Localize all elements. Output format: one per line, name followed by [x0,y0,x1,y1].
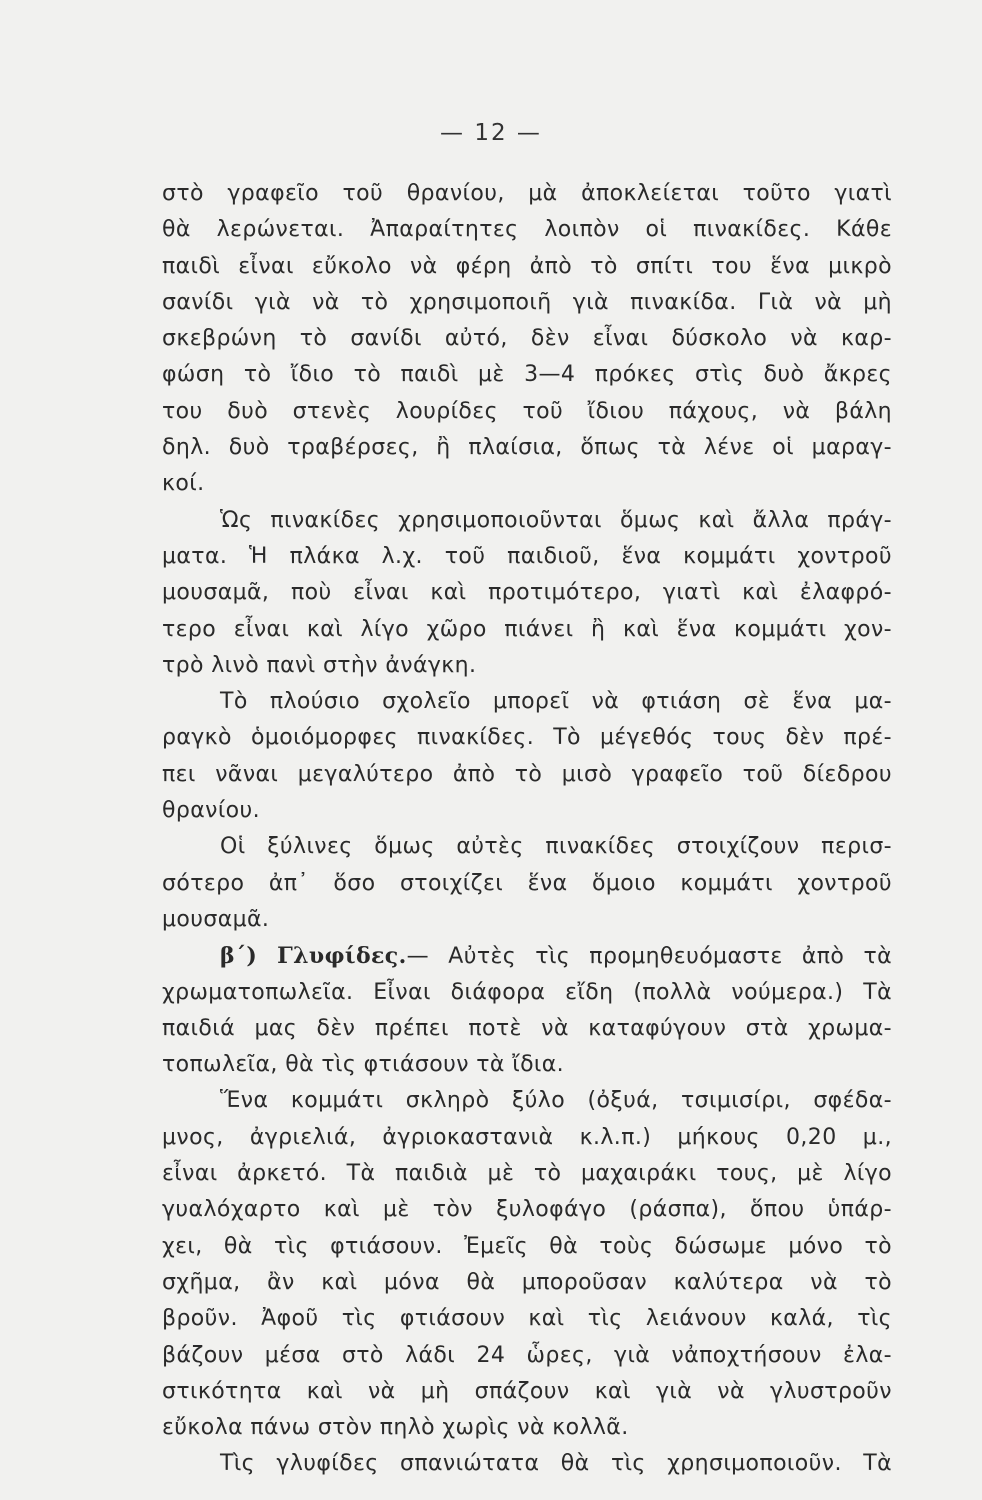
text-line: τοπωλεῖα, θὰ τὶς φτιάσουν τὰ ἴδια. [162,1052,565,1078]
paragraph [162,1083,892,1446]
text-line: γυαλόχαρτο καὶ μὲ τὸν ξυλοφάγο (ράσπα), ὅπου ὑπάρ- [162,1197,892,1223]
text-line: Τὶς γλυφίδες σπανιώτατα θὰ τὶς χρησιμοποιοῦν. Τὰ [220,1451,892,1477]
text-line: πει νᾶναι μεγαλύτερο ἀπὸ τὸ μισὸ γραφεῖο τοῦ δίεδρου [162,761,892,787]
text-line: μουσαμᾶ, ποὺ εἶναι καὶ προτιμότερο, γιατὶ καὶ ἐλαφρό- [162,580,892,606]
text-line: σκεβρώνη τὸ σανίδι αὐτό, δὲν εἶναι δύσκολο νὰ καρ- [162,326,892,352]
text-line: μνος, ἀγριελιά, ἀγριοκαστανιὰ κ.λ.π.) μήκους 0,20 μ., [162,1124,892,1150]
section-heading: β΄) Γλυφίδες. [220,943,407,970]
paragraph [162,503,892,684]
text-line: σότερο ἀπ᾽ ὅσο στοιχίζει ἕνα ὅμοιο κομμάτι χοντροῦ [162,870,892,896]
text-line: ματα. Ἡ πλάκα λ.χ. τοῦ παιδιοῦ, ἕνα κομμάτι χοντροῦ [162,543,892,569]
text-line: βάζουν μέσα στὸ λάδι 24 ὧρες, γιὰ νἀποχτήσουν ἐλα- [162,1342,892,1368]
text-line: ραγκὸ ὁμοιόμορφες πινακίδες. Τὸ μέγεθός τους δὲν πρέ- [162,725,892,751]
text-line: χρωματοπωλεῖα. Εἶναι διάφορα εἴδη (πολλὰ νούμερα.) Τὰ [162,979,892,1005]
text-line: τρὸ λινὸ πανὶ στὴν ἀνάγκη. [162,652,477,678]
paragraph [162,684,892,829]
paragraph [162,1446,892,1482]
text-line: θὰ λερώνεται. Ἀπαραίτητες λοιπὸν οἱ πινακίδες. Κάθε [162,217,892,243]
page-number: — 12 — [440,120,542,146]
text-line: δηλ. δυὸ τραβέρσες, ἢ πλαίσια, ὅπως τὰ λένε οἱ μαραγ- [162,435,892,461]
text-line: Οἱ ξύλινες ὅμως αὐτὲς πινακίδες στοιχίζουν περισ- [220,834,892,860]
body-text [162,176,892,1483]
text-line-rest: — Αὐτὲς τὶς προμηθευόμαστε ἀπὸ τὰ [406,944,892,970]
paragraph [162,938,892,1083]
paragraph [162,176,892,503]
text-line: εὔκολα πάνω στὸν πηλὸ χωρὶς νὰ κολλᾶ. [162,1415,629,1441]
text-line: Ἕνα κομμάτι σκληρὸ ξύλο (ὀξυά, τσιμισίρι, σφέδα- [220,1088,892,1114]
text-line: παιδὶ εἶναι εὔκολο νὰ φέρη ἀπὸ τὸ σπίτι του ἕνα μικρὸ [162,253,892,279]
text-line: βροῦν. Ἀφοῦ τὶς φτιάσουν καὶ τὶς λειάνουν καλά, τὶς [162,1306,892,1332]
text-line: χει, θὰ τὶς φτιάσουν. Ἐμεῖς θὰ τοὺς δώσωμε μόνο τὸ [162,1233,892,1259]
text-line: παιδιά μας δὲν πρέπει ποτὲ νὰ καταφύγουν στὰ χρωμα- [162,1015,892,1041]
paragraph [162,829,892,938]
text-line: θρανίου. [162,798,261,824]
text-line: σχῆμα, ἂν καὶ μόνα θὰ μποροῦσαν καλύτερα νὰ τὸ [162,1269,892,1295]
text-line [162,938,892,974]
text-line: στικότητα καὶ νὰ μὴ σπάζουν καὶ γιὰ νὰ γλυστροῦν [162,1378,892,1404]
text-line: σανίδι γιὰ νὰ τὸ χρησιμοποιῆ γιὰ πινακίδα. Γιὰ νὰ μὴ [162,289,892,315]
text-line: του δυὸ στενὲς λουρίδες τοῦ ἴδιου πάχους, νὰ βάλη [162,398,892,424]
text-line: μουσαμᾶ. [162,906,270,932]
text-line: στὸ γραφεῖο τοῦ θρανίου, μὰ ἀποκλείεται τοῦτο γιατὶ [162,181,892,206]
text-line: Ὡς πινακίδες χρησιμοποιοῦνται ὅμως καὶ ἄλλα πράγ- [220,507,892,533]
text-line: τερο εἶναι καὶ λίγο χῶρο πιάνει ἢ καὶ ἕνα κομμάτι χον- [162,616,892,642]
text-line: Τὸ πλούσιο σχολεῖο μπορεῖ νὰ φτιάση σὲ ἕνα μα- [220,689,892,715]
text-line: κοί. [162,471,205,497]
text-line: φώση τὸ ἴδιο τὸ παιδὶ μὲ 3—4 πρόκες στὶς δυὸ ἄκρες [162,362,892,388]
text-line: εἶναι ἀρκετό. Τὰ παιδιὰ μὲ τὸ μαχαιράκι τους, μὲ λίγο [162,1161,892,1187]
